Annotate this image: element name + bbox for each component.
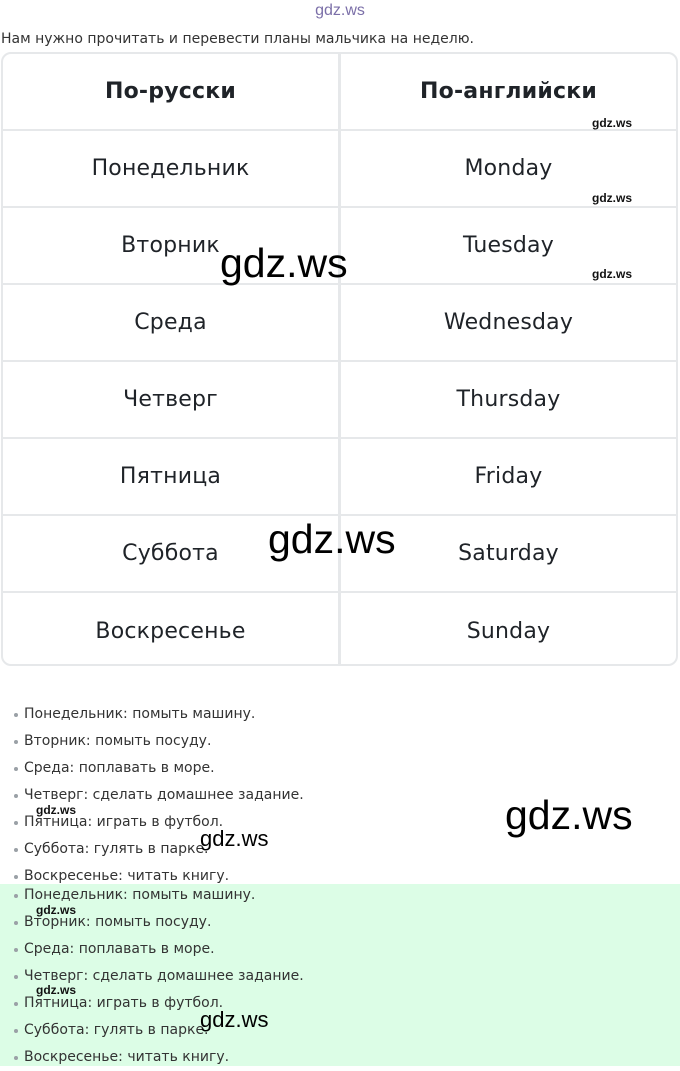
list-item: Среда: поплавать в море. xyxy=(14,936,304,963)
list-item: Пятница: играть в футбол. xyxy=(14,990,304,1017)
watermark: gdz.ws xyxy=(592,116,633,130)
list-item: Суббота: гулять в парке. xyxy=(14,1017,304,1044)
watermark: gdz.ws xyxy=(505,792,633,838)
table-row xyxy=(3,285,676,362)
watermark: gdz.ws xyxy=(268,516,396,562)
days-table xyxy=(1,52,678,666)
list-item: Понедельник: помыть машину. xyxy=(14,882,304,909)
watermark: gdz.ws xyxy=(200,1007,269,1032)
watermark: gdz.ws xyxy=(200,826,269,851)
cell-english: Monday xyxy=(464,156,553,181)
watermark: gdz.ws xyxy=(36,983,77,997)
cell-english: Thursday xyxy=(456,387,561,412)
watermark: gdz.ws xyxy=(36,803,77,817)
watermark: gdz.ws xyxy=(36,903,77,917)
cell-russian: Вторник xyxy=(3,208,341,283)
watermark: gdz.ws xyxy=(592,191,633,205)
cell-english: Sunday xyxy=(466,619,551,644)
list-item: Суббота: гулять в парке. xyxy=(14,836,304,863)
list-item: Четверг: сделать домашнее задание. xyxy=(14,963,304,990)
table-header-row xyxy=(3,54,676,131)
header-russian: По-русски xyxy=(3,54,341,129)
table-row xyxy=(3,439,676,516)
cell-english: Friday xyxy=(474,464,543,489)
cell-english: Wednesday xyxy=(443,310,574,335)
cell-russian: Суббота xyxy=(3,516,341,591)
list-item: Пятница: играть в футбол. xyxy=(14,809,304,836)
plans-list xyxy=(14,701,304,890)
watermark: gdz.ws xyxy=(220,240,348,286)
cell-russian: Среда xyxy=(3,285,341,360)
cell-russian: Понедельник xyxy=(3,131,341,206)
list-item: Вторник: помыть посуду. xyxy=(14,728,304,755)
cell-russian: Пятница xyxy=(3,439,341,514)
watermark: gdz.ws xyxy=(592,267,633,281)
table-row xyxy=(3,593,676,666)
cell-english: Tuesday xyxy=(463,233,554,258)
cell-russian: Воскресенье xyxy=(3,593,341,666)
header-english: По-английски xyxy=(420,79,597,104)
cell-russian: Четверг xyxy=(3,362,341,437)
list-item: Среда: поплавать в море. xyxy=(14,755,304,782)
table-row xyxy=(3,362,676,439)
table-row xyxy=(3,131,676,208)
cell-english: Saturday xyxy=(458,541,559,566)
list-item: Четверг: сделать домашнее задание. xyxy=(14,782,304,809)
top-watermark: gdz.ws xyxy=(315,2,365,19)
list-item: Воскресенье: читать книгу. xyxy=(14,1044,304,1071)
list-item: Понедельник: помыть машину. xyxy=(14,701,304,728)
list-item: Воскресенье: читать книгу. xyxy=(14,863,304,890)
list-item: Вторник: помыть посуду. xyxy=(14,909,304,936)
intro-text: Нам нужно прочитать и перевести планы мальчика на неделю. xyxy=(1,31,474,47)
